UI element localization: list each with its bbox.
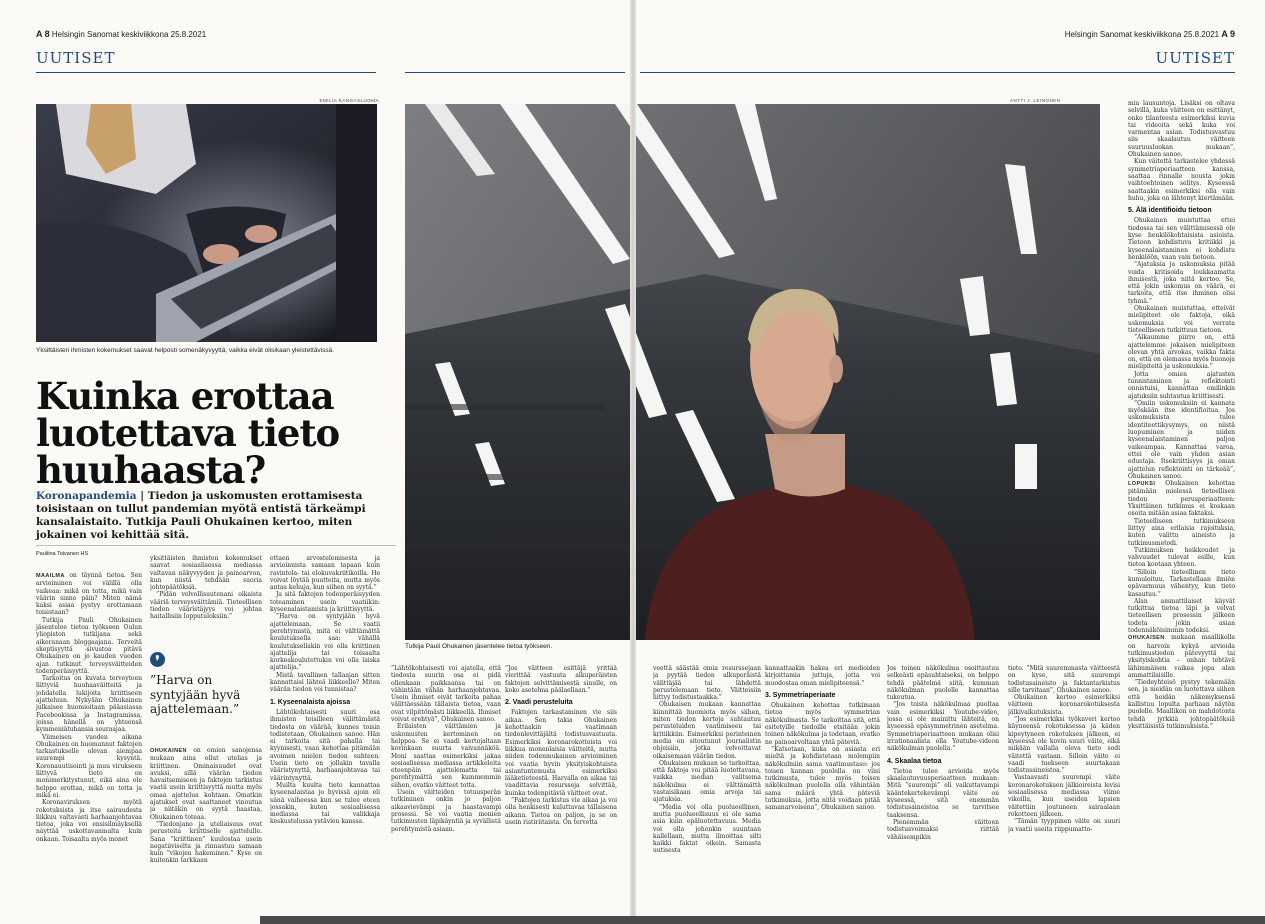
paragraph-text: ”Ajatuksia ja uskomuksia pitää voida kritisoida loukkaamatta ihmisestä, joka niitä kertoo. Se, että jokin uskomus on väärä, ei tarkoita, että itse ihminen olisi tyhmä.” (1128, 261, 1235, 305)
body-paragraph (505, 797, 617, 826)
body-paragraph (887, 819, 999, 841)
body-paragraph (1128, 334, 1235, 370)
right-page-number: A 9 (1221, 29, 1235, 39)
body-column-3 (270, 555, 380, 913)
paragraph-text: veettä säästää omia resurssejaan ja pyytää tiedon alkuperäistä välittäjää tai lähdettä perustelemaan tieto. Väitteisiin liittyy todistustaakka.” (653, 665, 761, 702)
paragraph-text: Erilaisten väittämien ja uskomusten kertominen on helppoa. Se ei vaadi kertojaltaan kovinkaan suurta vaivannäköä. Moni saattaa esimerkiksi jakaa sosiaalisessa mediassa artikkeleita eteenpäin ajattelematta tai perehtymättä sen kummemmin siihen, ovatko väitteet totta. (391, 723, 501, 789)
paragraph-text: ”Alkaumme piirre on, että ajattelemme jokaisen mielipiteen olevan yhtä arvokas, vaikka fakta on, että on olemassa myös huonoja mielipiteitä ja uskomuksia.” (1128, 334, 1235, 371)
body-paragraph (391, 665, 501, 723)
paragraph-text: Ohukaisen mukaan kannattaa kiinnittää huomiota myös siihen, miten tiedon kertoja suhtautuu perusteluiden vaatimiseen tai kritiikkiin. Esimerkiksi perinteinen media on sitoutunut journalistin ohjeisiin, jotka velvoittavat oikaisemaan väärän tiedon. (653, 701, 761, 760)
body-paragraph (150, 555, 262, 591)
right-folio-text: Helsingin Sanomat keskiviikkona 25.8.2021 (1064, 30, 1220, 39)
paragraph-text: Jos toinen näkökulma osoittautuu selkeästi epäsuhtaiseksi, on helppo tehdä päätelmä siitä, kumman näkökulman puolelle kannattaa tukeutua. (887, 665, 999, 702)
paragraph-text: Jotta omien ajatusten tunnistaminen ja reflektointi onnistuisi, kannattaa omilinkin ajatuksiin suhtautua kriittisesti. (1128, 370, 1235, 400)
body-paragraph (765, 702, 880, 746)
paragraph-text: Usein väitteiden totuusperän tutkiminen onkin jo paljon aikaavievämpi ja haastavampi prosessi. Se voi vaatia monien tutkimusten läpikäyntiä ja syvällistä perehtymistä asiaan. (391, 789, 501, 833)
body-paragraph (653, 804, 761, 855)
body-paragraph (887, 768, 999, 819)
paragraph-text: ”Jos väitteen esittäjä yrittää vierittää vastuuta alkuperäisten faktojen selvittämisestä sinulle, on koko asetelma päälaellaan.” (505, 665, 617, 694)
paragraph-text: Ohukainen muistuttaa, etteivät mielipiteet ole faktoja, eikä uskomuksia voi verrata tieteelliseen tutkittuun tietoon. (1128, 305, 1235, 334)
paragraph-text: Koronaviruksen myötä rokotuksista ja itse sairaudesta liikkuu valtavasti harhaanjohtavaa tietoa, joka voi ensisilmäyksellä näyttää uskottavanmalta kuin onkaan. Toisaalta myös monet (36, 799, 142, 843)
pull-quote-text: ”Harva on syntyjään hyvä ajattelemaan.” (150, 673, 241, 716)
body-paragraph (1008, 716, 1120, 774)
body-paragraph (887, 665, 999, 701)
paragraph-text: ”Lähtökohtaisesti voi ajatella, että tiedosta suurin osa ei pidä ollenkaan paikkaansa tai on vähintään vähän harhaanjohtavaa. Usein ihmiset eivät tarkoita pahaa välittäessään tällaista tietoa, vaan ovat vilpittömästi liikkeellä. Ihmiset voivat erehtyä”, Ohukainen sanoo. (391, 665, 501, 724)
left-section-rule-2 (405, 72, 625, 73)
body-paragraph (1128, 569, 1235, 598)
left-section-label: UUTISET (36, 49, 116, 67)
subheading: 3. Symmetriaperiaate (765, 691, 836, 699)
paragraph-text: ”Silloin tieteellinen tieto kumuloituu. Tarkastellaan ilmiön epävarmuus vähentyy, kun tieto kasautuu.” (1128, 568, 1235, 598)
body-paragraph (1128, 634, 1235, 679)
left-folio (36, 29, 206, 39)
body-paragraph (150, 821, 262, 865)
byline-rule (36, 545, 396, 546)
body-paragraph (270, 555, 380, 591)
paragraph-text: tieto. ”Mitä suuremmasta väitteestä on kyse, sitä suurempi todistusaineisto ja faktantarkistus sille tarvitaan”, Ohukainen sanoo. (1008, 665, 1120, 694)
paragraph-text: ”Omiin uskomuksiin ei kannata myöskään itse identifioitua. Jos uskomuksista tulee identiteettikysymys, on niistä luopuminen ja niiden kyseenalaistaminen paljon vaikeampaa. Kannattaa varoa, ettei ole vain yhden asian edustaja. Itsekriittisyys ja oman ajattelun reflektointi on tärkeää”, Ohukainen sanoo. (1128, 399, 1235, 480)
paragraph-text: ”Media voi olla puolueellinen, mutta puolueellisuus ei ole sama asia kuin epäluotettavuus. Media voi olla johonkin suuntaan kallellaan, mutta ilmoittaa silti kaikki faktat oikein. Samasta uutisesta (653, 803, 761, 855)
article-headline: Kuinka erottaa luotettava tieto huuhaasta? (36, 374, 340, 492)
paragraph-text: mia lausuntoja. Lisäksi on oltava selvillä, kuka väitteen on esittänyt, onko tilanteesta esimerkiksi kuvia tai videoita sekä kuka voi varmentaa asian. Todistusvastuu siis skaalautuu väitteen suuruusluokan mukaan”, Ohukainen sanoo. (1128, 100, 1235, 159)
body-paragraph (1128, 217, 1235, 261)
body-paragraph (270, 709, 380, 782)
body-paragraph (1128, 305, 1235, 334)
paragraph-text: on omien sanojensa mukaan aina ollut utelias ja kriittinen. Ominaisuudet ovat avuksi, sillä väärän tiedon havaitsemiseen ja faktojen tarkistus vaatii usein kriittisyyttä mutta myös omaa ajattelua kohtaan. Omatkin ajatukset ovat saattaneet vinoutua ja niitäkin on syytä haastaa, Ohukainen toteaa. (150, 747, 262, 821)
body-paragraph (1128, 261, 1235, 305)
body-column-1 (36, 572, 142, 912)
body-paragraph (1128, 400, 1235, 480)
paragraph-text: Ohukainen kehottaa tutkimaan tietoa myös symmetrian näkökulmasta. Se tarkoittaa sitä, että esitetyille tiedoille etsitään jokin toinen näkökulma ja todetaan, ovatko ne painoarvoltaan yhtä päteviä. (765, 702, 880, 746)
body-paragraph (1128, 518, 1235, 547)
paragraph-text: Pienemmän väitteen todistusvoimaksi riittää vähäisempikin (887, 818, 999, 841)
lead-text: Tiedon ja uskomusten erottamisesta toisistaan on tullut pandemian myötä entistä tärkeämpi kansalaistaito. Tutkija Pauli Ohukainen kertoo, miten jokainen voi kehittää sitä. (36, 490, 366, 541)
paragraph-text: Viimeisen vuoden aikana Ohukainen on huomannut faktojen tarkastukselle olevan aiempaa suurempi kysyntä. Koronauutisointi ja muu virukseen liittyvä tieto on monimerkitystunut, eikä aina ole helppo erottaa, mikä on totta ja mikä ei. (36, 733, 142, 799)
body-paragraph (1128, 371, 1235, 400)
paragraph-text: on täynnä tietoa. Sen arvioiminen voi välillä olla vaikeaa: mikä on totta, mikä vain väärin sinne päin? Miten nämä kaksi asiaa pystyy erottamaan toisistaan? (36, 572, 142, 617)
paragraph-text: Ja sitä faktojen todenperäisyyden toteaminen usein vaatiikin: kyseenalaistamista ja kriittisyyttä. (270, 591, 380, 614)
right-folio (1065, 29, 1235, 39)
paragraph-text: Ohukainen kertoo esimerkiksi väitteen koronarokotuksesta jälkivaikutuksista. (1008, 694, 1120, 716)
lead-kicker: Koronapandemia (36, 490, 137, 502)
paragraph-text: Tarkoitus on kuvata terveyteen liittyviä huuhaaväitteitä ja johdatella lukijoita kriittiseen ajatteluun. Nykyään Ohukainen julkaisee huomioitaan pääasiassa Facebookissa ja Instagramissa, joissa hänellä on yhteensä kymmeniätuhansia seuraajaa. (36, 675, 142, 734)
body-paragraph (150, 591, 262, 620)
right-section-label: UUTISET (1155, 49, 1235, 67)
paragraph-text: Ohukainen kehottaa pitämään mielessä tieteellisen tiedon perusperiaatteen: Yksittäinen tutkimus ei koskaan osoita mitään asiaa faktaksi. (1128, 480, 1235, 518)
pull-quote (150, 652, 262, 717)
left-photo-caption: Yksittäisten ihmisten kokemukset saavat helposti somenäkyvyyttä, vaikka eivät olisikaan yleistettävissä. (36, 347, 335, 354)
body-paragraph (391, 789, 501, 833)
body-paragraph (391, 723, 501, 789)
paragraph-text: Tietoa tulee arvioida myös skaalautuvuusperiaatteen mukaan: Mitä ”suurempi” eli vaikuttavampi kääntekertekevämpi väite on kyseessä, sitä enemmän todistusaineistoa se tarvitsee taaksensa. (887, 767, 999, 819)
paragraph-lead-in: OHUKAISEN (1128, 635, 1165, 642)
left-section-rule (36, 72, 376, 73)
body-paragraph (36, 617, 142, 675)
body-column-2-bottom (150, 747, 262, 913)
body-paragraph (1008, 774, 1120, 818)
body-paragraph (36, 734, 142, 800)
body-paragraph (653, 760, 761, 804)
paragraph-text: ottaen arvostelemisesta ja arvioinnista samaan tapaan kuin ravintola- tai elokuvakriitikoilla. He voivat löytää puutteita, mutta myös antaa kehuja, kun siihen on syytä.” (270, 555, 380, 592)
left-folio-text: Helsingin Sanomat keskiviikkona 25.8.2021 (51, 30, 207, 39)
body-column-2-top (150, 555, 262, 640)
paragraph-text: Tutkimuksen heikkoudet ja vahvuudet tulevat esille, kun tietoa kootaan yhteen. (1128, 546, 1235, 569)
paragraph-text: ”Pidän velvollisuutenani oikaista vääriä terveysväittämiä. Tieteellisen tiedon vääristäjyys voi johtaa haitallisiin lopputuloksiin.” (150, 591, 262, 621)
body-paragraph (505, 665, 617, 694)
paragraph-text: ”Faktojen tarkistus vie aikaa ja voi olla henkisesti kuluttavaa tällaisena aikana. Tietoa on paljon, ja se on usein ristiriitaista. On tervetta (505, 797, 617, 826)
body-paragraph (270, 591, 380, 613)
body-paragraph (36, 799, 142, 843)
body-paragraph (1128, 598, 1235, 634)
subheading: 1. Kyseenalaista ajoissa (270, 698, 351, 706)
subheading: 4. Skaalaa tietoa (887, 757, 942, 765)
body-paragraph (1128, 158, 1235, 202)
body-paragraph (270, 782, 380, 826)
body-paragraph (505, 709, 617, 797)
paragraph-text: ”Katsotaan, kuka on asiasta eri mieltä ja kohdistetaan molempiin näkökulmiin sama vaatimustaso: jos toisen kannan puolella on viisi tutkimusta, tulee myös toisen näkökulman puolella olla vähintään sama määrä yhtä päteviä tutkimuksia, jotta niitä voidaan pitää samanarvoisena”, Ohukainen sanoo. (765, 745, 880, 812)
body-paragraph (653, 701, 761, 759)
paragraph-text: Ohukainen muistuttaa ettei tiedossa tai sen välittämisessä ole kyse henkilökohtaisista asioista. Tietoon kohdistuva kritiikki ja kyseenalaistaminen ei kohdistu henkilöön, vaan vain tietoon. (1128, 217, 1235, 261)
body-column-7 (765, 665, 880, 913)
subheading: 2. Vaadi perusteluita (505, 699, 573, 707)
paragraph-text: yksittäisten ihmisten kokemukset saavat sosiaalisessa mediassa valtavan näkyvyyden ja painoarvon, kun niistä tehdään suoria johtopäätöksiä. (150, 555, 262, 592)
body-paragraph (765, 665, 880, 687)
paragraph-text: kannattaakin hakea eri medioiden kirjoittamia juttuja, jotta voi muodostaa oman mielipiteensä.” (765, 665, 880, 687)
body-column-5 (505, 665, 617, 913)
paragraph-text: Lähtökohtaisesti suuri osa ihmisten toisilleen välittämästä tiedosta on väärää, kunnes toisin todistetaan, Ohukainen sanoo. Hän ei tarkoita sitä pahalla tai kyynisesti, vaan kehottaa pitämään avoimen mielen tiedon suhteen. Usein tieto on jollakin tavalla vääristynyttä, harhaanjohtavaa tai väärintynyttä. (270, 708, 380, 782)
paragraph-text: Faktojen tarkastaminen vie siis aikaa. Sen takia Ohukainen kehottaakin vaatimaan tiedonlevittäjältä todistusvastuuta. Esimerkiksi koronarokotteista voi liikkua monenlaisia väitteitä, mutta niiden todenmukainen arvioiminen voi vaatia hyvin yksityiskohtaista asiantuntemusta esimerkiksi lääketieteestä. Harvalla on aikaa tai vaadittavia resursseja selvittää, kuinka todenpitäviä väitteet ovat. (505, 709, 617, 797)
left-page-number: A 8 (36, 29, 50, 39)
body-paragraph (1008, 694, 1120, 716)
body-paragraph (1128, 679, 1235, 730)
body-paragraph (150, 747, 262, 821)
paragraph-text: ”Jos esimerkiksi työkaveri kertoo käyneensä rokotuksessa ja käden kipeytyneen rokotuksen jälkeen, ei kyseessä ole kovin suuri väite, eikä mikään vallalla oleva tieto sodi väitettä vastaan. Silloin väite ei vaadi tuekseen suurtakaan todistusaineistoa.” (1008, 716, 1120, 775)
paragraph-text: ”Tiedonjano ja uteliaisuus ovat perusteita kriittiselle ajattelulle. Sana ”kriittinen” kuulostaa usein negatiiviselta ja rinnastuu samaan kuin ”vikojen hakeminen.” Kyse on kuitenkin tarkkaan (150, 820, 262, 865)
right-photo-credit: ANTTI J. LEINONEN (1010, 98, 1061, 103)
body-paragraph (1008, 818, 1120, 833)
paragraph-text: ”Jos toista näkökulmaa puoltaa vain esimerkiksi Youtube-video, jossa ei ole mainittu lähteitä, on kyseessä epäsymmetrinen asetelma. Symmetriaperiaatteen mukaan olisi irrationaalista olla Youtube-videon näkökulman puolella.” (887, 701, 999, 753)
portrait-photo-illustration (405, 104, 1100, 640)
body-column-10 (1128, 100, 1235, 913)
body-paragraph (1128, 100, 1235, 158)
body-paragraph (270, 672, 380, 694)
paragraph-text: ”Tämän tyyppinen väite on suuri ja vaatii useita riippumatto- (1008, 818, 1120, 833)
paragraph-text: ”Harva on syntyjään hyvä ajattelemaan. Se vaatii perehtymistä, mitä ei välttämättä koulutuksella saa: vähällä koulutuksellakin voi olla kriittinen ajattelija tai toisaalta korkeakoulutettukin voi olla laiska ajattelija.” (270, 613, 380, 672)
quote-mark-icon: ❜ (150, 652, 165, 667)
body-column-9 (1008, 665, 1120, 913)
body-paragraph (765, 746, 880, 812)
paragraph-lead-in: MAAILMA (36, 573, 65, 579)
left-photo-credit: EMILIA KANGASLUOMA (319, 98, 379, 103)
right-section-rule (640, 72, 1235, 73)
paragraph-text: Mistä tavallinen tallaajan sitten kannattaisi lähteä liikkeelle? Miten väärän tiedon voi tunnistaa? (270, 671, 380, 694)
body-column-6 (653, 665, 761, 913)
paragraph-text: Alan ammattilaiset käyvät tutkittua tietoa läpi ja velvat tieteellisen prosessin jälkeen todeta jokin asian todennäköisimmin todeksi. (1128, 597, 1235, 635)
portrait-photo (405, 104, 1100, 640)
body-paragraph (1128, 480, 1235, 517)
paragraph-text: mukaan maallikolla on harvoin kykyä arvioida tutkimustiedon pätevyyttä tai yksityiskohtia – onhan tehtävä lähimmäisen vaikea jopa alan ammattilaisille. (1128, 634, 1235, 679)
right-photo-caption: Tutkija Pauli Ohukainen jäsentelee tietoa työkseen. (405, 643, 553, 650)
paragraph-lead-in: OHUKAINEN (150, 748, 187, 754)
body-paragraph (1128, 547, 1235, 569)
subheading: 5. Älä identifioidu tietoon (1128, 207, 1212, 215)
paragraph-text: Ohukaisen mukaan se tarkoittaa, että faktoja voi pitää luotettavana, vaikka median valitsema näkökulma ei välttämättä vastaisikaan omia arvoja tai ajatuksia. (653, 759, 761, 804)
body-paragraph (653, 665, 761, 701)
body-column-4 (391, 665, 501, 913)
byline: Pauliina Toivanen HS (36, 551, 89, 557)
page-gutter (630, 0, 636, 924)
body-paragraph (36, 675, 142, 733)
paragraph-text: Muilta kuulta tieto kannattaa kyseenalaistaa jo hyvissä ajoin eli siinä vaiheessa kun se tulee eteen jossakin, kuten sosiaalisessa mediassa tai valikkaja keskustelussa ystävien kanssa. (270, 781, 380, 826)
paragraph-text: Tutkija Pauli Ohukainen jäsentelee tietoa työkseen Oulun yliopiston tutkijana sekä aikeranaan bloggaajana. Terveitä skeptisyyttä -sivustoa pitävä Ohukainen on jo kauden vuoden ajan tutkinut terveysväitteiden todenperäisyyttä. (36, 616, 142, 675)
laptop-photo-illustration (36, 104, 377, 342)
body-paragraph (887, 701, 999, 752)
paragraph-text: Kun väitettä tarkastelee yhdessä symmetriaperiaatteen kanssa, saattaa rinnalle nousta jokin vaihtoehtoinen selitys. Kyseessä saattaakin esimerkiksi olla vain huhu, joka on lähtenyt kiertämään. (1128, 158, 1235, 202)
viewer-bottom-bar (260, 916, 1265, 924)
laptop-photo (36, 104, 377, 342)
body-paragraph (36, 572, 142, 617)
article-lead (36, 490, 396, 542)
paragraph-text: Vastaavasti suurempi väite koronarokotuksen jälkioireista levisi sosiaalisessa mediassa viime vikoilla, kun useiden lapsien väitettiin joutuneen sairaalaan rokotteen jälkeen. (1008, 774, 1120, 818)
lead-separator: | (136, 490, 148, 502)
paragraph-text: Tieteelliseen tutkimukseen liittyy aina erilaisia rajoituksia, kuten valittu aineisto ja tutkimusmetodi. (1128, 517, 1235, 547)
paragraph-text: ”Tiedeyhteisö pystyy tekemään sen, ja meidän on luotettava siihen että heidän näkemyksensä kallistuu lopulta parhaan näytön puolelle. Maallikon on mahdotonta tehdä jyrkkiä johtopäätöksiä yksittäisistä tutkimuksista.” (1128, 679, 1235, 730)
body-column-8 (887, 665, 999, 913)
body-paragraph (1008, 665, 1120, 694)
body-paragraph (270, 613, 380, 671)
paragraph-lead-in: LOPUKSI (1128, 481, 1156, 488)
